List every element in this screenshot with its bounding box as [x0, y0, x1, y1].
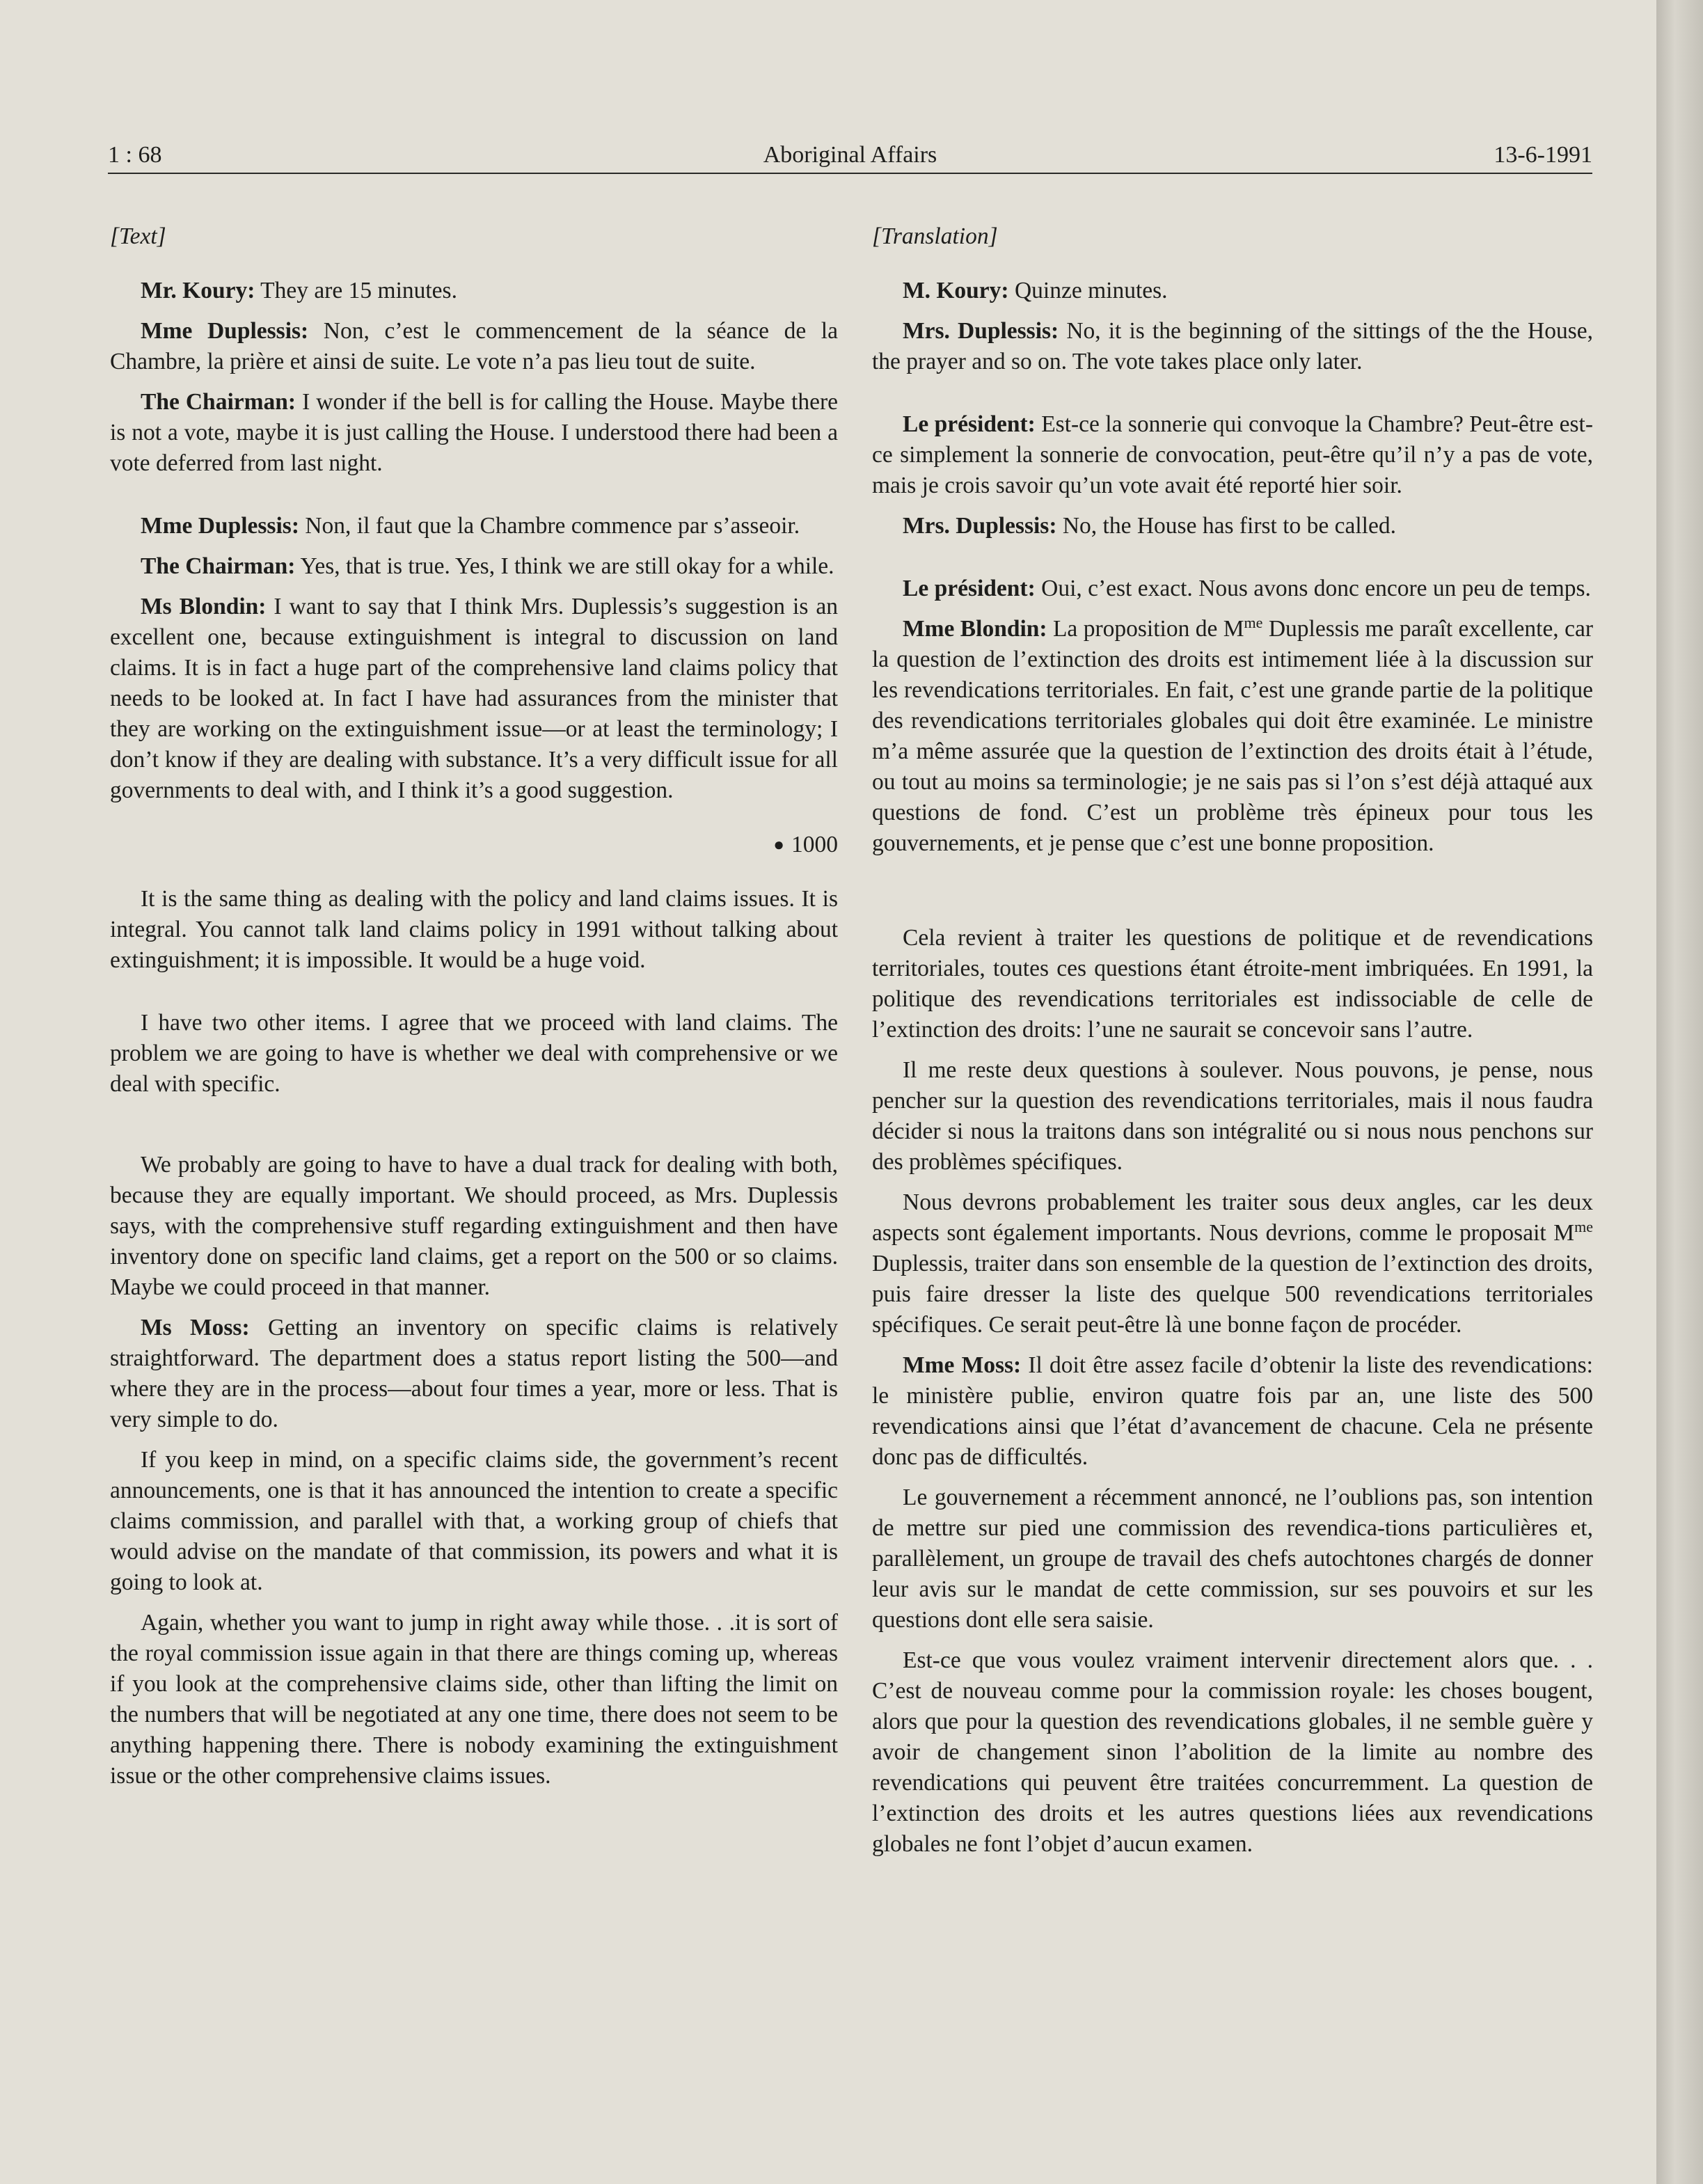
column-label-text: Text	[119, 223, 157, 249]
speaker-name: Mme Blondin:	[903, 616, 1047, 642]
paragraph	[872, 316, 1593, 377]
paragraph-text: No, the House has first to be called.	[1056, 513, 1396, 539]
speaker-name: Ms Moss:	[141, 1315, 250, 1340]
paragraph-text: Est-ce la sonnerie qui convoque la Chambre? Peut-être est-ce simplement la sonnerie de convocation, peut-être qu’il n’y a pas de vote, mais je crois savoir qu’un vote avait été reporté hier soir.	[872, 411, 1593, 498]
speaker-name: Mr. Koury:	[141, 278, 255, 303]
paragraph-text: Non, c’est le commencement de la séance de la Chambre, la prière et ainsi de suite. Le vote n’a pas lieu tout de suite.	[110, 318, 838, 374]
paragraph-text: Oui, c’est exact. Nous avons donc encore un peu de temps.	[1035, 576, 1591, 601]
paragraph: Est-ce que vous voulez vraiment intervenir directement alors que. . . C’est de nouveau comme pour la commission royale: les choses bougent, alors que pour la question des revendications globales, il ne semble guère y avoir de changement sinon l’abolition de la limite au nombre des revendications qui peuvent être traitées concurremment. La question de l’extinction des droits et les autres questions liées aux revendications globales ne font l’objet d’aucun examen.	[872, 1647, 1593, 1857]
paragraph-text: Quinze minutes.	[1008, 278, 1168, 303]
paragraph-text: Duplessis, traiter dans son ensemble de la question de l’extinction des droits, puis faire dresser la liste des quelque 500 revendications territoriales spécifiques. Ce serait peut-être là une bonne façon de procéder.	[872, 1251, 1593, 1338]
paragraph: Cela revient à traiter les questions de politique et de revendications territoriales, toutes ces questions étant étroite-ment imbriquées. En 1991, la politique des revendications territoriales est indissociable de celle de l’extinction des droits: l’une ne saurait se concevoir sans l’autre.	[872, 925, 1593, 1043]
paragraph-text: Il doit être assez facile d’obtenir la liste des revendications: le ministère publie, environ quatre fois par an, une liste des 500 revendications ainsi que l’état d’avancement de chacune. Cela ne présente donc pas de difficultés.	[872, 1352, 1593, 1470]
paragraph-text: They are 15 minutes.	[255, 278, 457, 303]
paragraph: We probably are going to have to have a dual track for dealing with both, because they are equally important. We should proceed, as Mrs. Duplessis says, with the comprehensive stuff regarding extinguishment and then have inventory done on specific land claims, get a report on the 500 or so claims. Maybe we could proceed in that manner.	[110, 1152, 838, 1300]
page-edge	[1656, 0, 1703, 2184]
paragraph: Le gouvernement a récemment annoncé, ne l’oublions pas, son intention de mettre sur pied une commission des revendica-tions particulières et, parallèlement, un groupe de travail des chefs autochtones chargés de donner leur avis sur le mandat de cette commission, sur ses pouvoirs et sur les questions dont elle sera saisie.	[872, 1485, 1593, 1633]
speaker-name: The Chairman:	[141, 553, 296, 579]
paragraph	[872, 276, 1593, 306]
paragraph	[872, 409, 1593, 501]
paragraph	[110, 1313, 838, 1435]
speaker-name: Mrs. Duplessis:	[903, 513, 1057, 539]
running-head	[108, 138, 1592, 174]
column-label: [Translation]	[872, 223, 998, 249]
superscript: me	[1244, 613, 1263, 631]
french-column	[872, 221, 1593, 1869]
time-marker	[110, 830, 838, 860]
paragraph-text: No, it is the beginning of the sittings of the the House, the prayer and so on. The vote takes place only later.	[872, 318, 1593, 374]
speaker-name: Mme Duplessis:	[141, 318, 309, 344]
paragraph-text-pre: La proposition de M	[1047, 616, 1244, 642]
paragraph: I have two other items. I agree that we proceed with land claims. The problem we are going to have is whether we deal with comprehensive or we deal with specific.	[110, 1010, 838, 1097]
paragraph	[110, 387, 838, 479]
paragraph	[872, 614, 1593, 859]
paragraph	[110, 511, 838, 541]
paragraph-text: Non, il faut que la Chambre commence par s’asseoir.	[299, 513, 800, 539]
paragraph	[872, 1187, 1593, 1340]
paragraph-text: Yes, that is true. Yes, I think we are still okay for a while.	[295, 553, 834, 579]
page-number: 1 : 68	[108, 142, 162, 168]
speaker-name: M. Koury:	[903, 278, 1009, 303]
speaker-name: Le président:	[903, 576, 1036, 601]
paragraph	[872, 511, 1593, 541]
paragraph	[110, 592, 838, 806]
time-marker-text: 1000	[791, 832, 838, 857]
speaker-name: The Chairman:	[141, 389, 296, 415]
paragraph	[872, 573, 1593, 604]
paragraph	[110, 316, 838, 377]
speaker-name: Mme Moss:	[903, 1352, 1022, 1378]
column-label-text: Translation	[881, 223, 989, 249]
speaker-name: Mrs. Duplessis:	[903, 318, 1059, 344]
paragraph: Il me reste deux questions à soulever. Nous pouvons, je pense, nous pencher sur la question des revendications territoriales, mais il nous faudra décider si nous la traitons dans son intégralité ou si nous nous penchons sur des problèmes spécifiques.	[872, 1057, 1593, 1175]
paragraph-text: Duplessis me paraît excellente, car la question de l’extinction des droits est intimement liée à la discussion sur les revendications territoriales. En fait, c’est une grande partie de la politique des revendications territoriales globales qui doit être examinée. Le ministre m’a même assurée que la question de l’extinction des droits était à l’étude, ou tout au moins sa terminologie; je ne sais pas si l’on s’est déjà attaqué aux questions de fond. C’est un problème très épineux pour tous les gouvernements, et je pense que c’est une bonne proposition.	[872, 616, 1593, 856]
speaker-name: Mme Duplessis:	[141, 513, 299, 539]
speaker-name: Ms Blondin:	[141, 594, 267, 619]
column-label: [Text]	[110, 223, 166, 249]
paragraph	[872, 1350, 1593, 1473]
superscript: me	[1574, 1217, 1593, 1235]
english-column	[110, 221, 838, 1801]
paragraph: Again, whether you want to jump in right away while those. . .it is sort of the royal commission issue again in that there are things coming up, whereas if you look at the comprehensive claims side, other than lifting the limit on the numbers that will be negotiated at any one time, there does not seem to be anything happening there. There is nobody examining the extinguishment issue or the other comprehensive claims issues.	[110, 1610, 838, 1789]
paragraph-text: I wonder if the bell is for calling the House. Maybe there is not a vote, maybe it is just calling the House. I understood there had been a vote deferred from last night.	[110, 389, 838, 476]
paragraph: It is the same thing as dealing with the policy and land claims issues. It is integral. You cannot talk land claims policy in 1991 without talking about extinguishment; it is impossible. It would be a huge void.	[110, 886, 838, 973]
paragraph: If you keep in mind, on a specific claims side, the government’s recent announcements, one is that it has announced the intention to create a specific claims commission, and parallel with that, a working group of chiefs that would advise on the mandate of that commission, its powers and what it is going to look at.	[110, 1447, 838, 1595]
bullet-icon: ●	[773, 834, 784, 855]
running-title: Aboriginal Affairs	[763, 142, 937, 168]
running-date: 13-6-1991	[1494, 142, 1592, 168]
paragraph	[110, 551, 838, 582]
paragraph-text: Getting an inventory on specific claims is relatively straightforward. The department does a status report listing the 500—and where they are in the process—about four times a year, more or less. That is very simple to do.	[110, 1315, 838, 1432]
paragraph	[110, 276, 838, 306]
paragraph-text: I want to say that I think Mrs. Duplessis’s suggestion is an excellent one, because extinguishment is integral to discussion on land claims. It is in fact a huge part of the comprehensive land claims policy that needs to be looked at. In fact I have had assurances from the minister that they are working on the extinguishment issue—or at least the terminology; I don’t know if they are dealing with substance. It’s a very difficult issue for all governments to deal with, and I think it’s a good suggestion.	[110, 594, 838, 803]
paragraph-text-pre: Nous devrons probablement les traiter sous deux angles, car les deux aspects sont également importants. Nous devrions, comme le proposait M	[872, 1189, 1593, 1246]
speaker-name: Le président:	[903, 411, 1036, 437]
